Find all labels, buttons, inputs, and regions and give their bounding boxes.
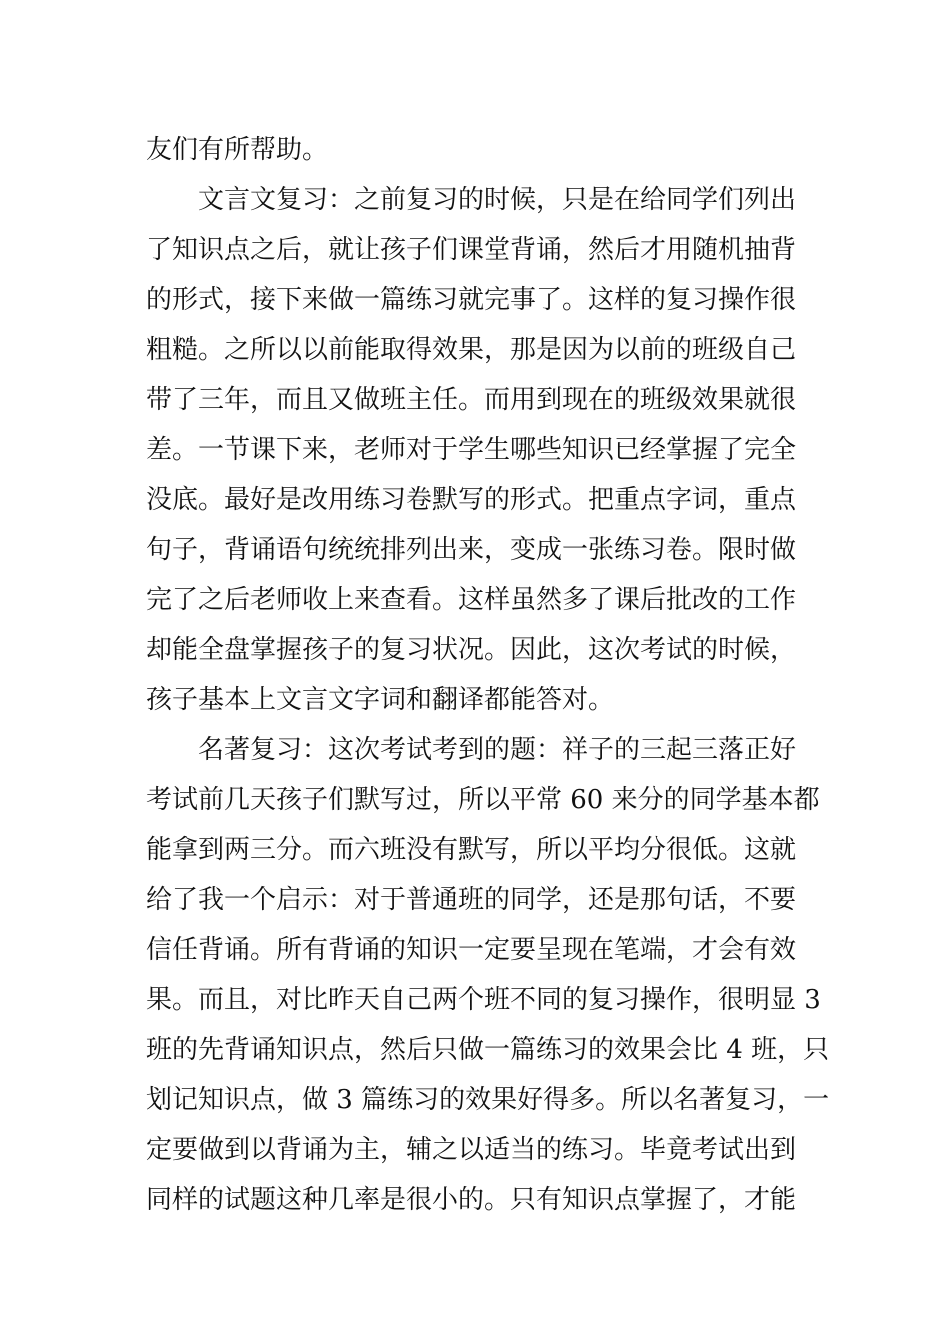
paragraph-first-line: 文言文复习：之前复习的时候，只是在给同学们列出 xyxy=(198,185,797,215)
text-line: 果。而且，对比昨天自己两个班不同的复习操作，很明显 3 xyxy=(146,985,821,1015)
text-line: 同样的试题这种几率是很小的。只有知识点掌握了，才能 xyxy=(146,1185,797,1215)
text-line: 定要做到以背诵为主，辅之以适当的练习。毕竟考试出到 xyxy=(146,1135,797,1165)
text-line: 的形式，接下来做一篇练习就完事了。这样的复习操作很 xyxy=(146,285,797,315)
paragraph-first-line: 名著复习：这次考试考到的题：祥子的三起三落正好 xyxy=(198,735,797,765)
text-line: 划记知识点，做 3 篇练习的效果好得多。所以名著复习，一 xyxy=(146,1085,830,1115)
text-line: 给了我一个启示：对于普通班的同学，还是那句话，不要 xyxy=(146,885,797,915)
text-line: 句子，背诵语句统统排列出来，变成一张练习卷。限时做 xyxy=(146,535,797,565)
text-line: 差。一节课下来，老师对于学生哪些知识已经掌握了完全 xyxy=(146,435,797,465)
text-line: 没底。最好是改用练习卷默写的形式。把重点字词，重点 xyxy=(146,485,797,515)
text-line: 带了三年，而且又做班主任。而用到现在的班级效果就很 xyxy=(146,385,797,415)
text-line: 却能全盘掌握孩子的复习状况。因此，这次考试的时候， xyxy=(146,635,797,665)
text-line: 孩子基本上文言文字词和翻译都能答对。 xyxy=(146,685,615,715)
text-line: 信任背诵。所有背诵的知识一定要呈现在笔端，才会有效 xyxy=(146,935,797,965)
text-line: 考试前几天孩子们默写过，所以平常 60 来分的同学基本都 xyxy=(146,785,820,815)
text-line: 粗糙。之所以以前能取得效果，那是因为以前的班级自己 xyxy=(146,335,797,365)
text-line: 完了之后老师收上来查看。这样虽然多了课后批改的工作 xyxy=(146,585,797,615)
text-line: 班的先背诵知识点，然后只做一篇练习的效果会比 4 班，只 xyxy=(146,1035,830,1065)
text-line: 能拿到两三分。而六班没有默写，所以平均分很低。这就 xyxy=(146,835,797,865)
text-line: 友们有所帮助。 xyxy=(146,135,329,165)
text-line: 了知识点之后，就让孩子们课堂背诵，然后才用随机抽背 xyxy=(146,235,797,265)
